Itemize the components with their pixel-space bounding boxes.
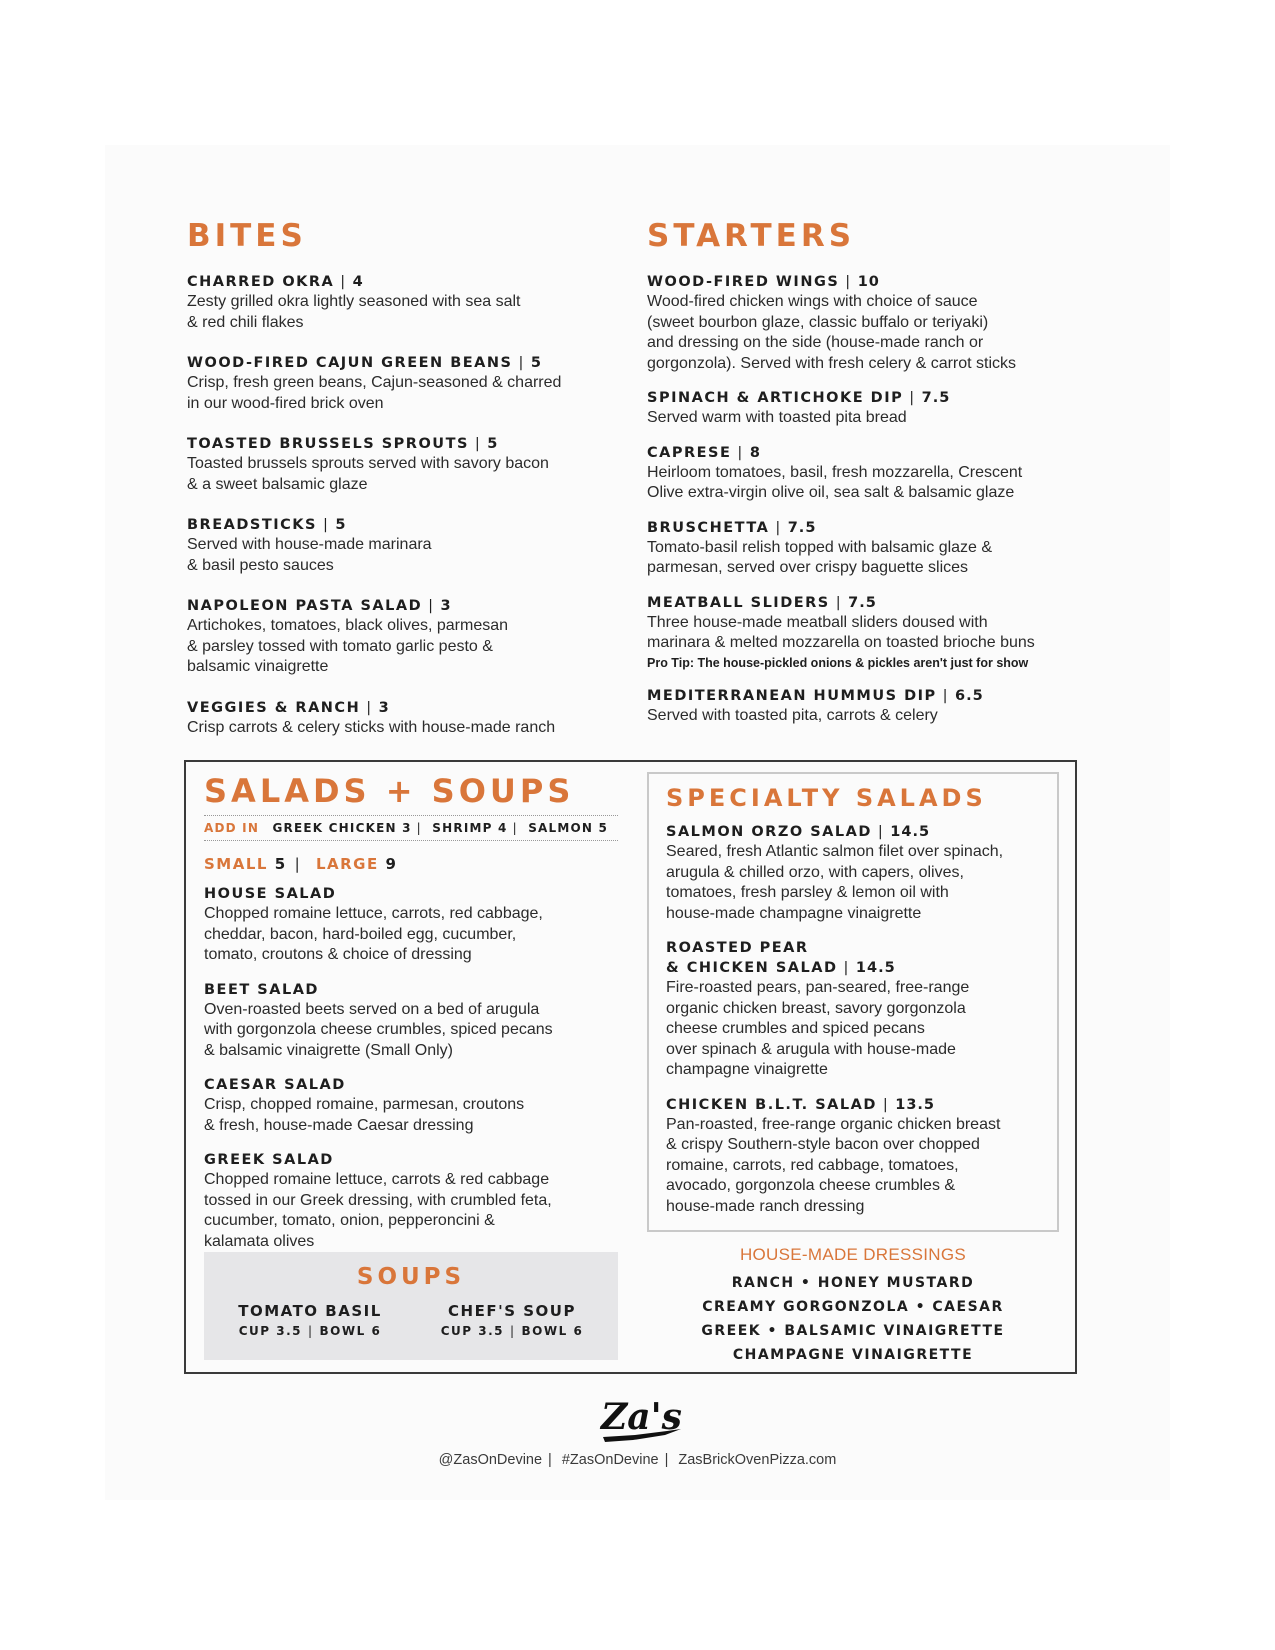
item-price: 5 (487, 436, 499, 452)
item-description: Chopped romaine lettuce, carrots & red cabbage tossed in our Greek dressing, with crumbled feta, cucumber, tomato, onion, pepperoncini & kalamata olives (204, 1171, 552, 1250)
dressing-line: CHAMPAGNE VINAIGRETTE (732, 1347, 974, 1363)
item-description: Crisp, chopped romaine, parmesan, croutons & fresh, house-made Caesar dressing (204, 1096, 525, 1134)
bites-list (187, 272, 617, 758)
item-description: Three house-made meatball sliders doused with marinara & melted mozzarella on toasted brioche buns (647, 613, 1035, 651)
dressings-title: HOUSE-MADE DRESSINGS (739, 1245, 967, 1264)
add-in-option: SHRIMP 4 (432, 821, 508, 835)
item-name: SALMON ORZO SALAD (666, 824, 872, 840)
item-price: 7.5 (787, 519, 817, 536)
specialty-salads-title: SPECIALTY SALADS (666, 784, 987, 812)
item-description: Chopped romaine lettuce, carrots, red cabbage, cheddar, bacon, hard-boiled egg, cucumber, tomato, croutons & choice of dressing (204, 905, 543, 963)
menu-item: CAPRESE | 8 Heirloom tomatoes, basil, fresh mozzarella, Crescent Olive extra-virgin olive oil, sea salt & balsamic glaze (647, 443, 1077, 504)
salads-list (204, 884, 624, 1266)
zas-logo (595, 1385, 685, 1450)
salad-sizes: SMALL 5 | LARGE 9 (204, 855, 398, 873)
pro-tip: Pro Tip: The house-pickled onions & pickles aren't just for show (647, 655, 1029, 670)
item-price: 5 (530, 355, 542, 371)
item-description: Pan-roasted, free-range organic chicken breast & crispy Southern-style bacon over chopped romaine, carrots, red cabbage, tomatoes, avocado, gorgonzola cheese crumbles & house-made ranch dressing (666, 1115, 1001, 1215)
menu-item (204, 1150, 624, 1252)
menu-item: SPINACH & ARTICHOKE DIP | 7.5 Served warm with toasted pita bread (647, 388, 1077, 429)
bowl-price: BOWL 6 (319, 1324, 382, 1338)
item-price: 14.5 (855, 960, 896, 976)
item-price: 6.5 (955, 687, 984, 704)
starters-list (647, 272, 1077, 746)
soup-item: CHEF'S SOUP CUP 3.5 | BOWL 6 (422, 1302, 602, 1338)
dressing-line: RANCH • HONEY MUSTARD (731, 1275, 975, 1291)
item-name: WOOD-FIRED CAJUN GREEN BEANS (187, 355, 513, 371)
website-link[interactable]: ZasBrickOvenPizza.com (678, 1452, 837, 1468)
item-price: 10 (857, 274, 880, 290)
item-name-line: ROASTED PEAR (666, 940, 809, 956)
item-price: 3 (440, 598, 452, 614)
item-price: 13.5 (895, 1096, 936, 1113)
large-label: LARGE (315, 855, 379, 873)
item-name: WOOD-FIRED WINGS (647, 274, 840, 290)
item-description: Served with house-made marinara & basil pesto sauces (187, 536, 432, 574)
menu-item: ROASTED PEAR & CHICKEN SALAD | 14.5 Fire-roasted pears, pan-seared, free-range organic chicken breast, savory gorgonzola cheese crumbles and spiced pecans over spinach & arugula with house-made champagne vinaigrette (666, 938, 1056, 1081)
item-price: 7.5 (921, 390, 951, 406)
specialty-salads-list (666, 822, 1056, 1231)
item-description: Zesty grilled okra lightly seasoned with sea salt & red chili flakes (187, 293, 521, 331)
item-description: Served with toasted pita, carrots & celery (647, 706, 938, 724)
item-name: VEGGIES & RANCH (187, 699, 361, 716)
item-price: 3 (378, 699, 390, 716)
salads-soups-title: SALADS + SOUPS (204, 772, 575, 810)
add-in-bar: ADD IN GREEK CHICKEN 3 | SHRIMP 4 | SALMON 5 (204, 815, 618, 841)
menu-item: MEATBALL SLIDERS | 7.5 Three house-made meatball sliders doused with marinara & melted mozzarella on toasted brioche buns Pro Tip: The house-pickled onions & pickles aren't just for show (647, 593, 1077, 672)
menu-item: WOOD-FIRED CAJUN GREEN BEANS | 5 Crisp, fresh green beans, Cajun-seasoned & charred in our wood-fired brick oven (187, 353, 617, 414)
item-description: Crisp carrots & celery sticks with house-made ranch (187, 718, 556, 736)
item-name: CAPRESE (647, 444, 732, 461)
item-description: Served warm with toasted pita bread (647, 409, 907, 426)
dressing-line: GREEK • BALSAMIC VINAIGRETTE (701, 1323, 1005, 1339)
menu-item: TOASTED BRUSSELS SPROUTS | 5 Toasted brussels sprouts served with savory bacon & a sweet balsamic glaze (187, 434, 617, 495)
item-price: 5 (335, 517, 347, 533)
logo-text: Za's (601, 1396, 682, 1438)
menu-item (204, 980, 624, 1062)
bites-title: BITES (187, 218, 307, 254)
add-in-option: SALMON 5 (528, 821, 609, 835)
item-name: BEET SALAD (204, 981, 319, 998)
item-name: MEDITERRANEAN HUMMUS DIP (647, 687, 937, 704)
add-in-option: GREEK CHICKEN 3 (272, 821, 412, 835)
item-name: HOUSE SALAD (204, 886, 337, 902)
soup-name: CHEF'S SOUP (448, 1302, 576, 1320)
menu-item (204, 1075, 624, 1136)
item-name: BREADSTICKS (187, 517, 317, 533)
large-price: 9 (385, 855, 398, 873)
item-description: Fire-roasted pears, pan-seared, free-range organic chicken breast, savory gorgonzola cheese crumbles and spiced pecans over spinach & arugula with house-made champagne vinaigrette (666, 979, 970, 1078)
item-price: 8 (749, 444, 761, 461)
item-price: 4 (352, 274, 364, 290)
item-description: Crisp, fresh green beans, Cajun-seasoned & charred in our wood-fired brick oven (187, 374, 562, 412)
item-price: 14.5 (890, 824, 931, 840)
soup-item: TOMATO BASIL CUP 3.5 | BOWL 6 (220, 1302, 400, 1338)
house-dressings (647, 1245, 1059, 1367)
hashtag[interactable]: #ZasOnDevine (561, 1452, 659, 1468)
item-description: Heirloom tomatoes, basil, fresh mozzarella, Crescent Olive extra-virgin olive oil, sea salt & balsamic glaze (647, 463, 1023, 501)
item-name: GREEK SALAD (204, 1152, 334, 1168)
item-name: BRUSCHETTA (647, 519, 770, 536)
item-name: CHICKEN B.L.T. SALAD (666, 1096, 877, 1113)
footer: @ZasOnDevine | #ZasOnDevine | ZasBrickOvenPizza.com (438, 1452, 837, 1468)
menu-item: VEGGIES & RANCH | 3 Crisp carrots & celery sticks with house-made ranch (187, 698, 617, 739)
item-name: CAESAR SALAD (204, 1077, 346, 1093)
menu-item: BRUSCHETTA | 7.5 Tomato-basil relish topped with balsamic glaze & parmesan, served over crispy baguette slices (647, 518, 1077, 579)
cup-price: CUP 3.5 (440, 1324, 504, 1338)
item-description: Oven-roasted beets served on a bed of arugula with gorgonzola cheese crumbles, spiced pecans & balsamic vinaigrette (Small Only) (204, 1000, 553, 1059)
bowl-price: BOWL 6 (521, 1324, 584, 1338)
small-label: SMALL (204, 855, 268, 873)
soup-name: TOMATO BASIL (238, 1302, 382, 1320)
starters-title: STARTERS (647, 218, 856, 254)
menu-item: WOOD-FIRED WINGS | 10 Wood-fired chicken wings with choice of sauce (sweet bourbon glaze, classic buffalo or teriyaki) and dressing on the side (house-made ranch or gorgonzola). Served with fresh celery & carrot sticks (647, 272, 1077, 374)
item-description: Seared, fresh Atlantic salmon filet over spinach, arugula & chilled orzo, with capers, olives, tomatoes, fresh parsley & lemon oil with house-made champagne vinaigrette (666, 843, 1004, 922)
item-name: & CHICKEN SALAD (666, 960, 838, 976)
item-name: MEATBALL SLIDERS (647, 594, 830, 611)
item-name: TOASTED BRUSSELS SPROUTS (187, 436, 469, 452)
item-description: Wood-fired chicken wings with choice of sauce (sweet bourbon glaze, classic buffalo or teriyaki) and dressing on the side (house-made ranch or gorgonzola). Served with fresh celery & carrot sticks (647, 293, 1017, 372)
item-description: Toasted brussels sprouts served with savory bacon & a sweet balsamic glaze (187, 455, 549, 493)
menu-item (204, 884, 624, 966)
cup-price: CUP 3.5 (238, 1324, 302, 1338)
soups-title: SOUPS (356, 1264, 466, 1290)
menu-item: SALMON ORZO SALAD | 14.5 Seared, fresh Atlantic salmon filet over spinach, arugula & chilled orzo, with capers, olives, tomatoes, fresh parsley & lemon oil with house-made champagne vinaigrette (666, 822, 1056, 924)
add-in-label: ADD IN (204, 821, 260, 835)
social-handle[interactable]: @ZasOnDevine (438, 1452, 543, 1468)
item-name: NAPOLEON PASTA SALAD (187, 598, 423, 614)
dressing-line: CREAMY GORGONZOLA • CAESAR (702, 1299, 1004, 1315)
menu-item: NAPOLEON PASTA SALAD | 3 Artichokes, tomatoes, black olives, parmesan & parsley tossed with tomato garlic pesto & balsamic vinaigrette (187, 596, 617, 678)
item-name: CHARRED OKRA (187, 274, 335, 290)
item-description: Artichokes, tomatoes, black olives, parmesan & parsley tossed with tomato garlic pesto & balsamic vinaigrette (187, 617, 509, 675)
item-description: Tomato-basil relish topped with balsamic glaze & parmesan, served over crispy baguette slices (647, 538, 993, 576)
menu-item: CHARRED OKRA | 4 Zesty grilled okra lightly seasoned with sea salt & red chili flakes (187, 272, 617, 333)
item-price: 7.5 (848, 594, 877, 611)
soups-panel (204, 1252, 618, 1360)
menu-item: MEDITERRANEAN HUMMUS DIP | 6.5 Served with toasted pita, carrots & celery (647, 686, 1077, 727)
menu-item: BREADSTICKS | 5 Served with house-made marinara & basil pesto sauces (187, 515, 617, 576)
small-price: 5 (274, 855, 287, 873)
item-name: SPINACH & ARTICHOKE DIP (647, 390, 904, 406)
menu-item: CHICKEN B.L.T. SALAD | 13.5 Pan-roasted, free-range organic chicken breast & crispy Southern-style bacon over chopped romaine, carrots, red cabbage, tomatoes, avocado, gorgonzola cheese crumbles & house-made ranch dressing (666, 1095, 1056, 1218)
